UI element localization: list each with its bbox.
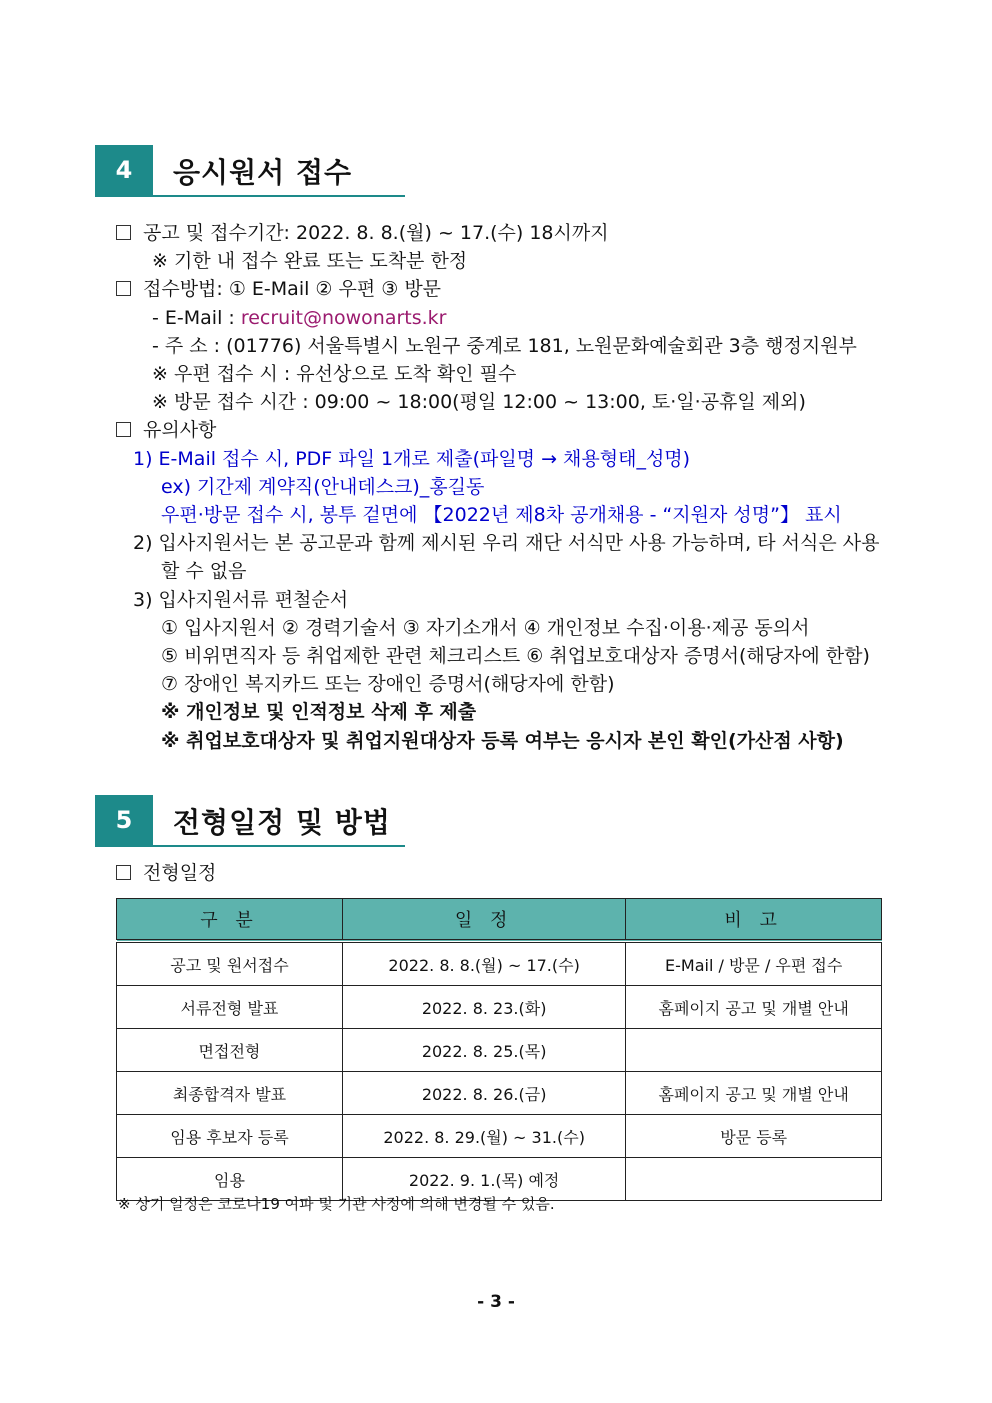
cell-category: 임용 xyxy=(117,1158,343,1201)
cell-remarks: 홈페이지 공고 및 개별 안내 xyxy=(626,1072,882,1115)
table-header-row xyxy=(117,899,882,942)
schedule-heading xyxy=(116,860,216,886)
veteran-note: ※ 취업보호대상자 및 취업지원대상자 등록 여부는 응시자 본인 확인(가산점 사항) xyxy=(161,730,844,752)
method-text: 접수방법: ① E-Mail ② 우편 ③ 방문 xyxy=(143,278,442,300)
caution-heading xyxy=(116,417,216,443)
schedule-table xyxy=(116,898,882,1201)
caution-title: 유의사항 xyxy=(143,419,217,441)
section-title: 응시원서 접수 xyxy=(173,156,353,189)
table-row xyxy=(117,1072,882,1115)
table-row xyxy=(117,1115,882,1158)
cell-schedule: 2022. 9. 1.(목) 예정 xyxy=(342,1158,625,1201)
cell-remarks: 방문 등록 xyxy=(626,1115,882,1158)
caution-item-2: 2) 입사지원서는 본 공고문과 함께 제시된 우리 재단 서식만 사용 가능하며, 타 서식은 사용 xyxy=(133,532,880,554)
method-line xyxy=(116,276,441,302)
table-row xyxy=(117,941,882,986)
schedule-title: 전형일정 xyxy=(143,862,217,884)
header-remarks: 비 고 xyxy=(626,899,882,942)
document-order-2: ⑤ 비위면직자 등 취업제한 관련 체크리스트 ⑥ 취업보호대상자 증명서(해당자에 한함) xyxy=(161,645,870,667)
document-order-1: ① 입사지원서 ② 경력기술서 ③ 자기소개서 ④ 개인정보 수집·이용·제공 동의서 xyxy=(161,617,810,639)
checkbox-square-icon xyxy=(116,225,131,240)
table-row xyxy=(117,986,882,1029)
email-line xyxy=(152,305,447,331)
cell-remarks xyxy=(626,1029,882,1072)
section-4-header xyxy=(95,145,405,197)
cell-remarks xyxy=(626,1158,882,1201)
section-title: 전형일정 및 방법 xyxy=(173,806,391,839)
privacy-note: ※ 개인정보 및 인적정보 삭제 후 제출 xyxy=(161,701,477,723)
checkbox-square-icon xyxy=(116,281,131,296)
cell-remarks: 홈페이지 공고 및 개별 안내 xyxy=(626,986,882,1029)
cell-remarks: E-Mail / 방문 / 우편 접수 xyxy=(626,941,882,986)
section-number: 5 xyxy=(95,795,153,845)
period-note: ※ 기한 내 접수 완료 또는 도착분 한정 xyxy=(152,250,468,272)
caution-item-1-example: ex) 기간제 계약직(안내데스크)_홍길동 xyxy=(161,476,485,498)
checkbox-square-icon xyxy=(116,422,131,437)
cell-schedule: 2022. 8. 29.(월) ~ 31.(수) xyxy=(342,1115,625,1158)
cell-schedule: 2022. 8. 8.(월) ~ 17.(수) xyxy=(342,941,625,986)
checkbox-square-icon xyxy=(116,865,131,880)
caution-item-1-envelope: 우편·방문 접수 시, 봉투 겉면에 【2022년 제8차 공개채용 - “지원자 성명”】 표시 xyxy=(161,504,842,526)
caution-item-2-cont: 할 수 없음 xyxy=(161,560,247,582)
page-number: - 3 - xyxy=(477,1292,515,1312)
email-label: - E-Mail : xyxy=(152,307,241,329)
caution-item-3: 3) 입사지원서류 편철순서 xyxy=(133,589,349,611)
address-line: - 주 소 : (01776) 서울특별시 노원구 중계로 181, 노원문화예술회관 3층 행정지원부 xyxy=(152,335,857,357)
schedule-footnote: ※ 상기 일정은 코로나19 여파 및 기관 사정에 의해 변경될 수 있음. xyxy=(118,1195,555,1213)
cell-category: 임용 후보자 등록 xyxy=(117,1115,343,1158)
caution-item-1: 1) E-Mail 접수 시, PDF 파일 1개로 제출(파일명 → 채용형태_성명) xyxy=(133,448,691,470)
period-line xyxy=(116,220,609,246)
visit-note: ※ 방문 접수 시간 : 09:00 ~ 18:00(평일 12:00 ~ 13:00, 토·일·공휴일 제외) xyxy=(152,391,806,413)
email-link[interactable]: recruit@nowonarts.kr xyxy=(240,307,447,329)
cell-category: 공고 및 원서접수 xyxy=(117,941,343,986)
period-text: 공고 및 접수기간: 2022. 8. 8.(월) ~ 17.(수) 18시까지 xyxy=(143,222,609,244)
cell-category: 서류전형 발표 xyxy=(117,986,343,1029)
cell-schedule: 2022. 8. 23.(화) xyxy=(342,986,625,1029)
cell-category: 면접전형 xyxy=(117,1029,343,1072)
cell-schedule: 2022. 8. 25.(목) xyxy=(342,1029,625,1072)
section-number: 4 xyxy=(95,145,153,195)
header-schedule: 일 정 xyxy=(342,899,625,942)
document-order-3: ⑦ 장애인 복지카드 또는 장애인 증명서(해당자에 한함) xyxy=(161,673,615,695)
section-5-header xyxy=(95,795,405,847)
cell-schedule: 2022. 8. 26.(금) xyxy=(342,1072,625,1115)
table-row xyxy=(117,1029,882,1072)
header-category: 구 분 xyxy=(117,899,343,942)
mail-note: ※ 우편 접수 시 : 유선상으로 도착 확인 필수 xyxy=(152,363,517,385)
cell-category: 최종합격자 발표 xyxy=(117,1072,343,1115)
